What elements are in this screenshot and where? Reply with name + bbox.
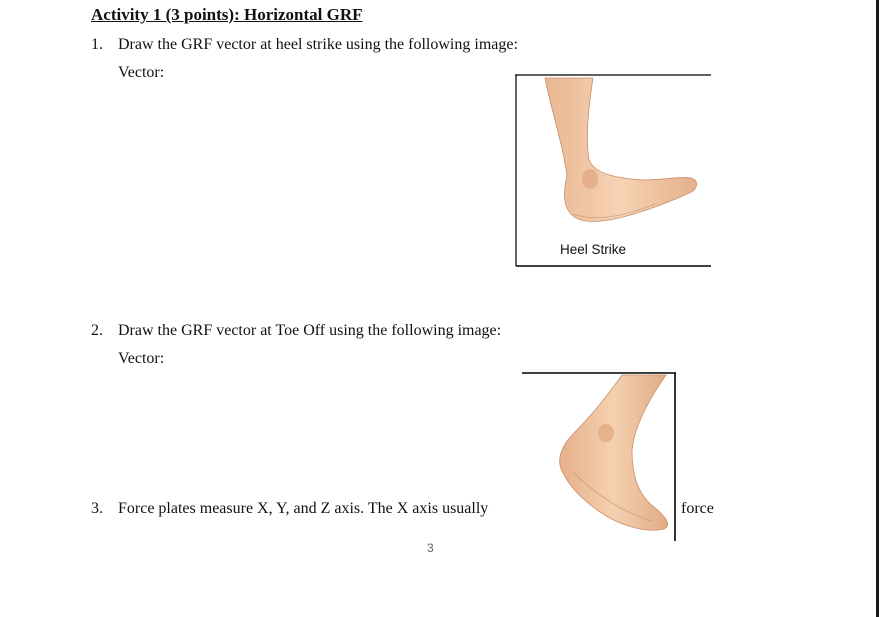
question-1-number: 1.: [91, 36, 103, 53]
question-3-trailing-text: force: [681, 500, 714, 517]
page-edge: [876, 0, 879, 617]
question-2-text: Draw the GRF vector at Toe Off using the following image:: [118, 322, 502, 339]
activity-heading: Activity 1 (3 points): Horizontal GRF: [91, 5, 363, 24]
question-1-vector-label: Vector:: [118, 64, 165, 81]
toe-off-foot: [560, 375, 668, 530]
question-3: [91, 500, 523, 518]
heel-strike-figure: [515, 74, 711, 268]
question-2-vector-label: Vector:: [118, 350, 165, 367]
page-number: 3: [427, 541, 434, 555]
question-3-text: Force plates measure X, Y, and Z axis. The X axis usually: [118, 500, 489, 517]
toe-off-figure: [522, 371, 678, 541]
question-1-text: Draw the GRF vector at heel strike using the following image:: [118, 36, 518, 53]
question-2: [91, 322, 501, 340]
question-1: [91, 36, 518, 54]
heel-strike-ankle-bone: [582, 169, 598, 189]
toe-off-ankle-bone: [598, 424, 614, 442]
heel-strike-caption: Heel Strike: [560, 242, 627, 257]
heel-strike-foot: [545, 78, 697, 222]
question-2-number: 2.: [91, 322, 103, 339]
question-3-number: 3.: [91, 500, 103, 517]
